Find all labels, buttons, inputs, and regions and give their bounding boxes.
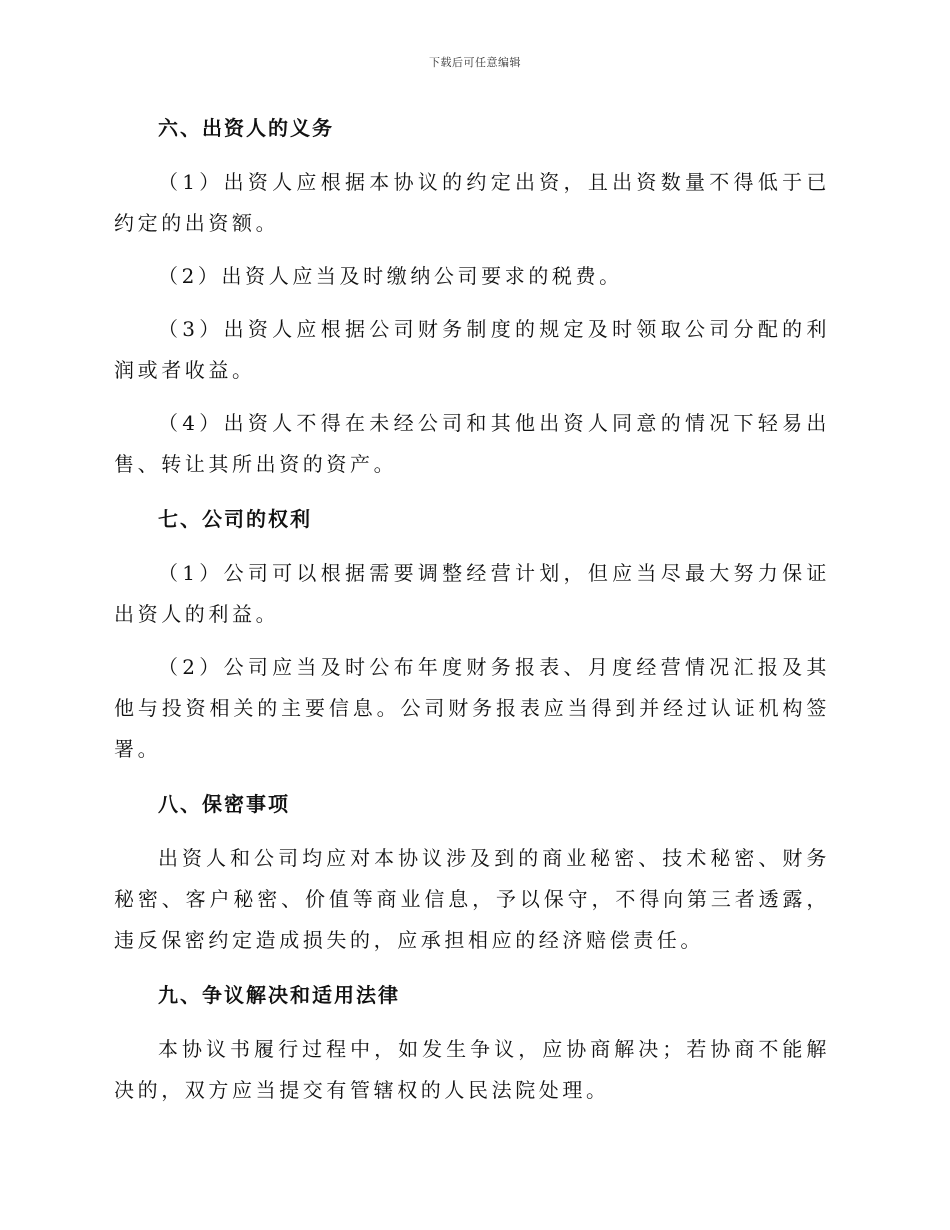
paragraph: （1）出资人应根据本协议的约定出资，且出资数量不得低于已约定的出资额。 bbox=[114, 170, 830, 235]
paragraph: （3）出资人应根据公司财务制度的规定及时领取公司分配的利润或者收益。 bbox=[114, 317, 830, 382]
paragraph: （2）出资人应当及时缴纳公司要求的税费。 bbox=[158, 264, 623, 288]
section-heading-dispute-resolution: 九、争议解决和适用法律 bbox=[158, 983, 400, 1007]
paragraph: 本协议书履行过程中，如发生争议，应协商解决；若协商不能解决的，双方应当提交有管辖权的人民法院处理。 bbox=[114, 1037, 830, 1102]
section-heading-company-rights: 七、公司的权利 bbox=[158, 507, 312, 531]
paragraph: （1）公司可以根据需要调整经营计划，但应当尽最大努力保证出资人的利益。 bbox=[114, 561, 830, 626]
page-header: 下载后可任意编辑 bbox=[429, 56, 521, 69]
paragraph: （4）出资人不得在未经公司和其他出资人同意的情况下轻易出售、转让其所出资的资产。 bbox=[114, 411, 830, 476]
paragraph: （2）公司应当及时公布年度财务报表、月度经营情况汇报及其他与投资相关的主要信息。公司财务报表应当得到并经过认证机构签署。 bbox=[114, 655, 830, 761]
paragraph: 出资人和公司均应对本协议涉及到的商业秘密、技术秘密、财务秘密、客户秘密、价值等商业信息，予以保守，不得向第三者透露，违反保密约定造成损失的，应承担相应的经济赔偿责任。 bbox=[114, 846, 830, 952]
section-heading-obligations: 六、出资人的义务 bbox=[158, 116, 334, 140]
section-heading-confidentiality: 八、保密事项 bbox=[158, 792, 290, 816]
document-body bbox=[114, 112, 830, 1111]
